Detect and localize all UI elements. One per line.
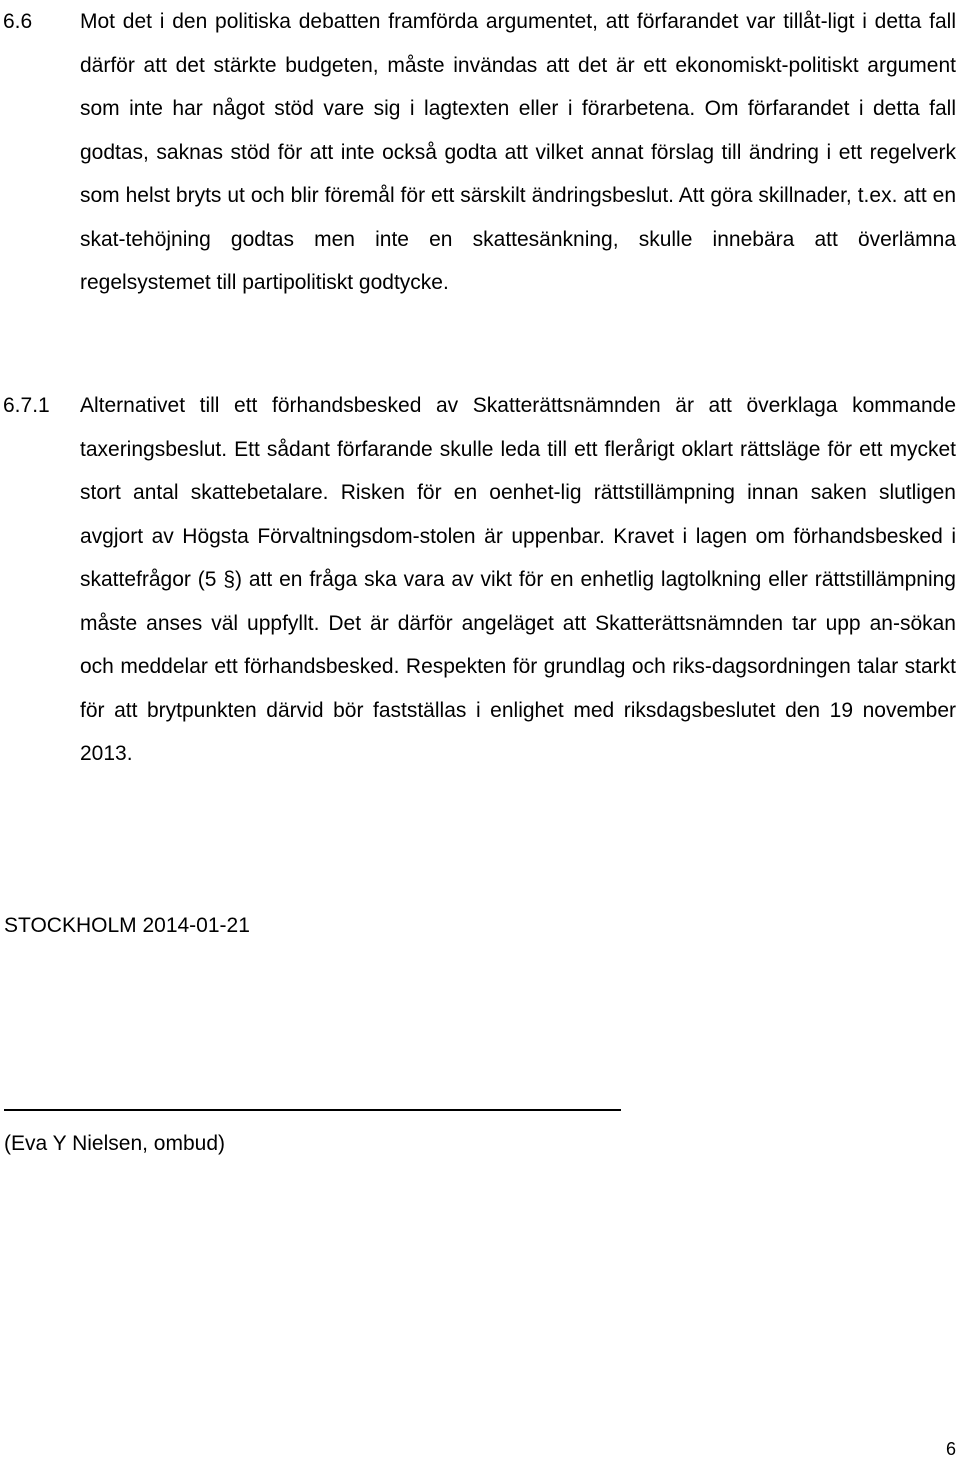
section-number: 6.6: [3, 10, 33, 33]
signature-line: [4, 1109, 621, 1111]
section-text: [80, 384, 956, 776]
signature-name: (Eva Y Nielsen, ombud): [4, 1132, 226, 1155]
page-number: 6: [945, 1439, 956, 1459]
signature-place-date: STOCKHOLM 2014-01-21: [4, 914, 250, 937]
paragraph: Alternativet till ett förhandsbesked av Skatterättsnämnden är att överklaga kommande taxeringsbeslut. Ett sådant förfarande skulle leda till ett flerårigt oklart rättsläge för ett mycket stort antal skattebetalare. Risken för en oenhet-lig rättstillämpning innan saken slutligen avgjort av Högsta Förvaltningsdom-stolen är uppenbar. Kravet i lagen om förhandsbesked i skattefrågor (5 §) att en fråga ska vara av vikt för en enhetlig lagtolkning eller rättstillämpning måste anses väl uppfyllt. Det är därför angeläget att Skatterättsnämnden tar upp an-sökan och meddelar ett förhandsbesked. Respekten för grundlag och riks-dagsordningen talar starkt för att brytpunkten därvid bör fastställas i enlighet med riksdagsbeslutet den 19 november 2013.: [80, 394, 956, 765]
paragraph: Mot det i den politiska debatten framförda argumentet, att förfarandet var tillåt-ligt i detta fall därför att det stärkte budgeten, måste invändas att det är ett ekonomiskt-politiskt argument som inte har något stöd vare sig i lagtexten eller i förarbetena. Om förfarandet i detta fall godtas, saknas stöd för att inte också godta att vilket annat förslag till ändring i ett regelverk som helst bryts ut och blir föremål för ett särskilt ändringsbeslut. Att göra skillnader, t.ex. att en skat-tehöjning godtas men inte en skattesänkning, skulle innebära att överlämna regelsystemet till partipolitiskt godtycke.: [80, 10, 956, 294]
section-number: 6.7.1: [3, 394, 50, 417]
section-text: [80, 0, 956, 305]
